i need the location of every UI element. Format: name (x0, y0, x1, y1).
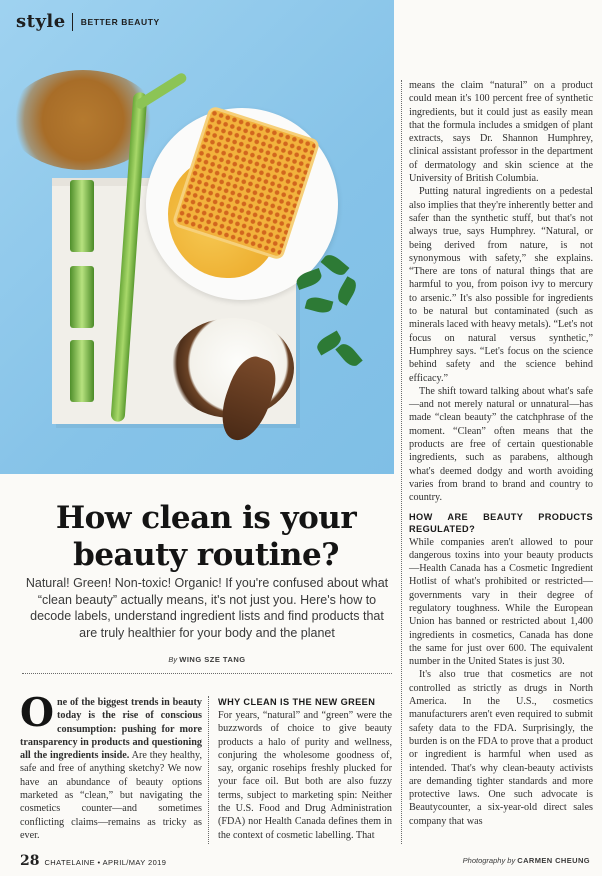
drop-cap: O (20, 690, 54, 736)
lead-bold-text: ne of the biggest trends in beauty today is the rise of conscious consumption: pushing for more transparency in products and questioning all the ingredients inside. (20, 697, 202, 762)
article-headline (20, 500, 392, 574)
credit-prefix: Photography by (462, 856, 516, 865)
masthead-brand: style (16, 11, 66, 32)
subheading-regulated: HOW ARE BEAUTY PRODUCTS REGULATED? (409, 511, 593, 534)
aloe-chunk (70, 266, 94, 328)
lead-text: Are they healthy, safe and free of anything sketchy? We now have an abundance of beauty options marketed as “clean,” but navigating the cosmetics counter—and sometimes conflicting claims—remains as tricky as ever. (20, 750, 202, 841)
aloe-chunk (70, 340, 94, 402)
hero-photo (0, 0, 394, 474)
masthead-divider (72, 13, 73, 31)
body-column-2 (218, 696, 392, 842)
column-rule (401, 80, 402, 844)
paragraph: While companies aren't allowed to pour dangerous toxins into your beauty products—Health Canada has a Cosmetic Ingredient Hotlist of what's prohibited or restricted—governments vary in their degree of regulatory toughness. While the European Union has banned or restricted about 1,400 ingredients in cosmetics, Canada has done the same for just over 600. The equivalent number in the United States is just 30. (409, 536, 593, 668)
magazine-issue: CHATELAINE • APRIL/MAY 2019 (44, 858, 167, 867)
body-column-3 (409, 79, 593, 828)
byline-author: WING SZE TANG (179, 655, 246, 664)
section-masthead (16, 11, 160, 32)
paragraph: For years, “natural” and “green” were the buzzwords of choice to give beauty products a halo of purity and wellness, conjuring the wholesome goodness of, say, organic rosehips freshly plucked for your face oil. But both are also fuzzy terms, subject to marketing spin: Neither the U.S. Food and Drug Administration (FDA) nor Health Canada defines them in the context of cosmetic labelling. That (218, 710, 392, 841)
article-dek: Natural! Green! Non-toxic! Organic! If you're confused about what “clean beauty” actually means, it's not just you. Here's how to decode labels, understand ingredient lists and find products that are truly healthier for your body and the planet (25, 576, 389, 640)
paragraph: It's also true that cosmetics are not controlled as strictly as drugs in North America. In the U.S., cosmetics manufacturers aren't even required to submit safety data to the FDA. Surprisingly, the burden is on the FDA to prove that a product or ingredient is harmful when used as intended. That's why clean-beauty activists are demanding tighter standards and more protective laws. One such advocate is Beautycounter, a six-year-old direct sales company that was (409, 669, 593, 827)
paragraph: The shift toward talking about what's safe—and not merely natural or unnatural—has made “clean beauty” the catchphrase of the moment. “Clean” often means that the products are free of certain questionable ingredients, such as parabens, although what's deemed dodgy and worth avoiding varies from brand to brand and country to country. (409, 385, 593, 504)
page-number: 28 (20, 853, 40, 869)
subheading-why-clean: WHY CLEAN IS THE NEW GREEN (218, 697, 376, 707)
body-column-1 (20, 690, 202, 842)
photo-credit (463, 856, 590, 865)
dotted-divider (22, 673, 392, 674)
masthead-section: BETTER BEAUTY (80, 16, 160, 27)
aloe-chunk (70, 180, 94, 252)
column-rule (208, 696, 209, 844)
page-footer (20, 853, 166, 869)
headline-line-1: How clean is your (55, 500, 357, 536)
headline-line-2: beauty routine? (73, 537, 339, 573)
byline (22, 655, 392, 664)
paragraph: means the claim “natural” on a product could mean it's 100 percent free of synthetic ingredients, but it could just as easily mean that the formula includes a smidgen of plant extracts, says Dr. Shannon Humphrey, clinical assistant professor in the department of dermatology and skin science at the University of British Columbia. (409, 80, 593, 185)
paragraph: Putting natural ingredients on a pedestal also implies that they're inherently better and safer than the synthetic stuff, but that's not always true, says Humphrey. “Natural, or being derived from nature, is not synonymous with safety,” she explains. “There are tons of natural things that are harmful to you, from poison ivy to mercury to arsenic.” It's also possible for ingredients to be natural but contaminated (such as minerals laced with heavy metals). “Let's not focus on natural versus synthetic,” Humphrey says. “Let's focus on the science behind safety and the science behind efficacy.” (409, 186, 593, 384)
credit-name: CARMEN CHEUNG (517, 856, 590, 865)
byline-prefix: By (168, 655, 178, 664)
